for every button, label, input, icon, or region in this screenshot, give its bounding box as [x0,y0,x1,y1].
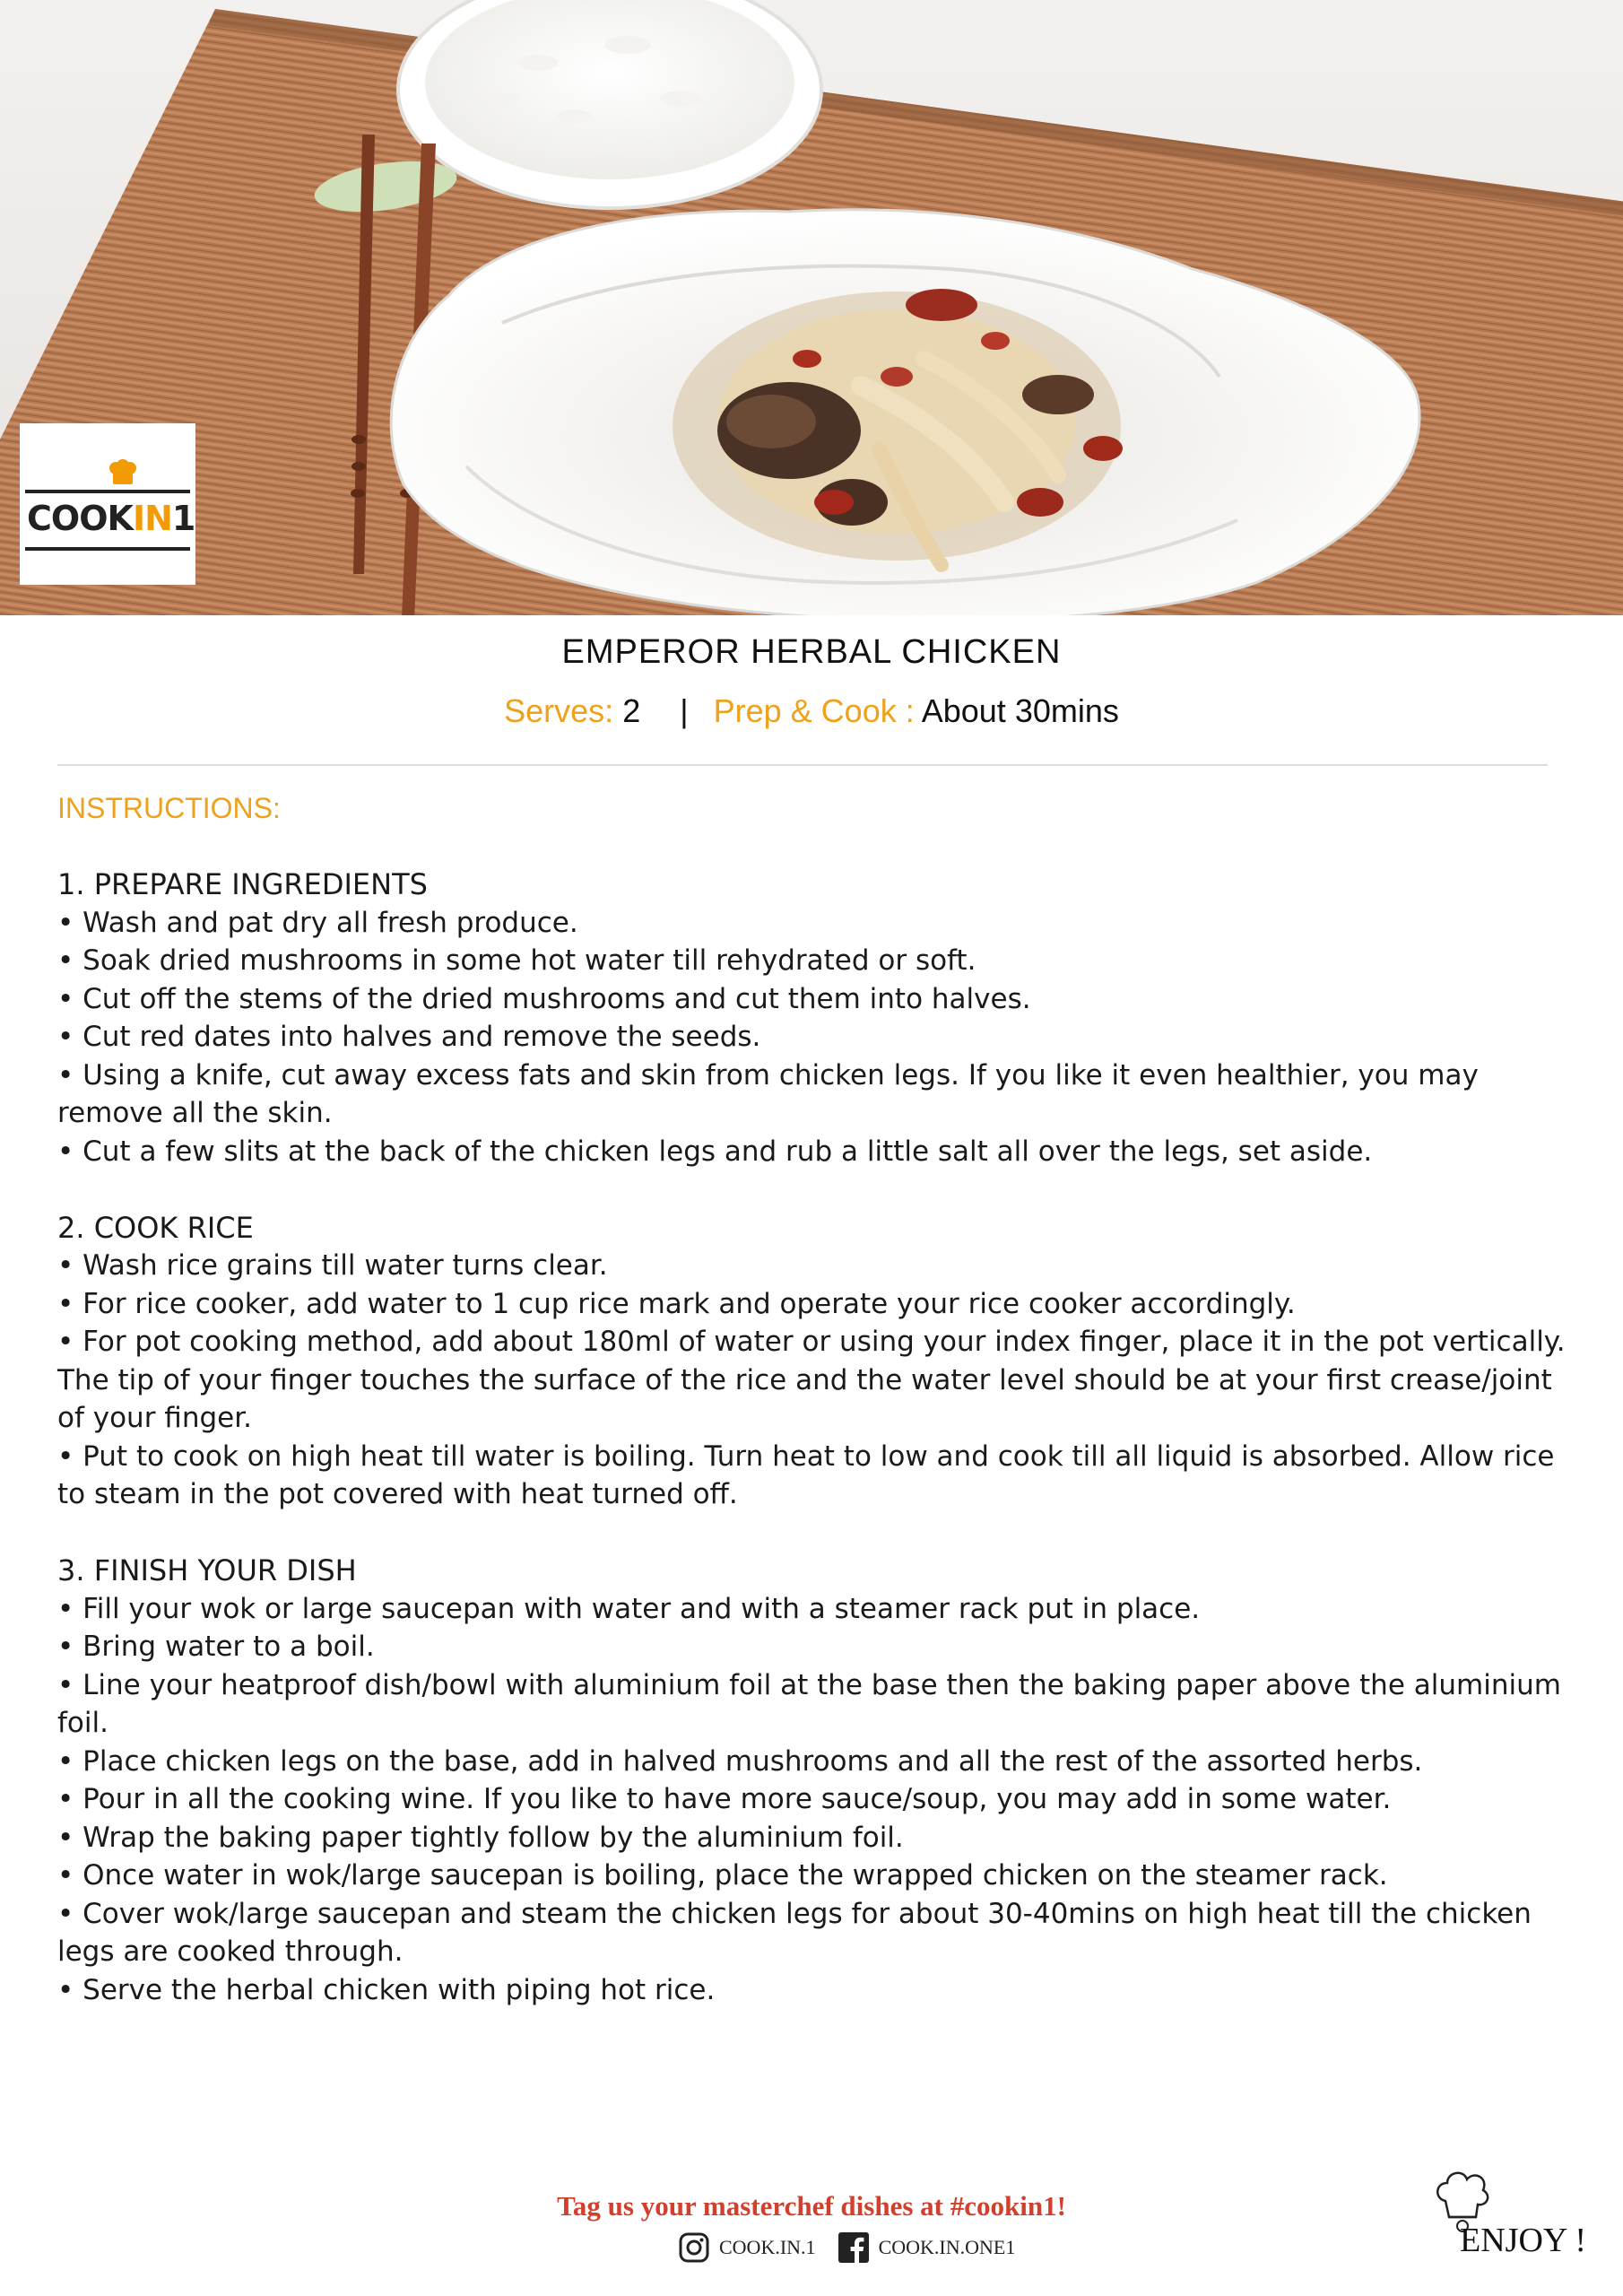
instructions-heading: INSTRUCTIONS: [57,792,281,824]
step-line: • Wash rice grains till water turns clear. [57,1249,608,1282]
step-line: • Cut a few slits at the back of the chicken legs and rub a little salt all over the legs, set aside. [57,1135,1373,1168]
step-line: • For pot cooking method, add about 180ml of water or using your index finger, place it in the pot vertically. The tip of your finger touches the surface of the rice and the water level should be at your first crease/joint of your finger. [57,1326,1566,1434]
meta-separator: | [680,692,689,729]
step-line: • Cut red dates into halves and remove the seeds. [57,1021,761,1053]
step-line: • Wash and pat dry all fresh produce. [57,906,578,939]
instagram-icon[interactable] [678,2231,710,2264]
food-photo-illustration [0,0,1623,615]
hashtag-tagline: Tag us your masterchef dishes at #cookin1! [557,2190,1066,2222]
hero-photo [0,0,1623,615]
logo-wordmark: COOKIN1 [27,499,195,538]
step-line: • Cover wok/large saucepan and steam the chicken legs for about 30-40mins on high heat till the chicken legs are cooked through. [57,1897,1532,1968]
section-prepare-ingredients [57,865,1573,1170]
step-line: • Bring water to a boil. [57,1631,375,1663]
section-title: 3. FINISH YOUR DISH [57,1553,357,1587]
divider [57,764,1548,766]
step-line: • Line your heatproof dish/bowl with aluminium foil at the base then the baking paper above the aluminium foil. [57,1668,1561,1739]
prep-value: About 30mins [921,692,1119,729]
section-finish-your-dish [57,1552,1573,2009]
step-line: • Pour in all the cooking wine. If you like to have more sauce/soup, you may add in some water. [57,1783,1392,1815]
enjoy-text: ENJOY ! [1460,2222,1587,2259]
facebook-handle[interactable]: COOK.IN.ONE1 [878,2236,1016,2258]
step-line: • Cut off the stems of the dried mushrooms and cut them into halves. [57,982,1031,1015]
step-line: • Fill your wok or large saucepan with water and with a steamer rack put in place. [57,1592,1201,1625]
section-title: 1. PREPARE INGREDIENTS [57,867,428,901]
instructions [57,789,1573,2009]
social-links [678,2230,1015,2266]
instagram-handle[interactable]: COOK.IN.1 [719,2236,816,2258]
recipe-meta [0,692,1623,730]
step-line: • Soak dried mushrooms in some hot water till rehydrated or soft. [57,944,976,977]
step-line: • Place chicken legs on the base, add in halved mushrooms and all the rest of the assorted herbs. [57,1744,1423,1778]
step-line: • For rice cooker, add water to 1 cup rice mark and operate your rice cooker accordingly. [57,1287,1296,1320]
step-line: • Once water in wok/large saucepan is boiling, place the wrapped chicken on the steamer rack. [57,1859,1388,1892]
step-line: • Wrap the baking paper tightly follow by the aluminium foil. [57,1821,904,1854]
serves-label: Serves: [504,692,614,729]
serves-value: 2 [622,692,641,729]
prep-label: Prep & Cook : [713,692,915,729]
section-cook-rice [57,1209,1573,1514]
cookin1-logo [20,423,195,585]
step-line: • Using a knife, cut away excess fats and skin from chicken legs. If you like it even healthier, you may remove all the skin. [57,1058,1479,1129]
enjoy-signoff [1433,2165,1603,2273]
section-title: 2. COOK RICE [57,1210,254,1245]
step-line: • Put to cook on high heat till water is boiling. Turn heat to low and cook till all liquid is absorbed. Allow rice to steam in the pot covered with heat turned off. [57,1439,1555,1510]
step-line: • Serve the herbal chicken with piping hot rice. [57,1973,716,2006]
chef-hat-icon [108,459,138,486]
recipe-title: EMPEROR HERBAL CHICKEN [561,633,1062,671]
facebook-icon[interactable] [838,2231,870,2264]
